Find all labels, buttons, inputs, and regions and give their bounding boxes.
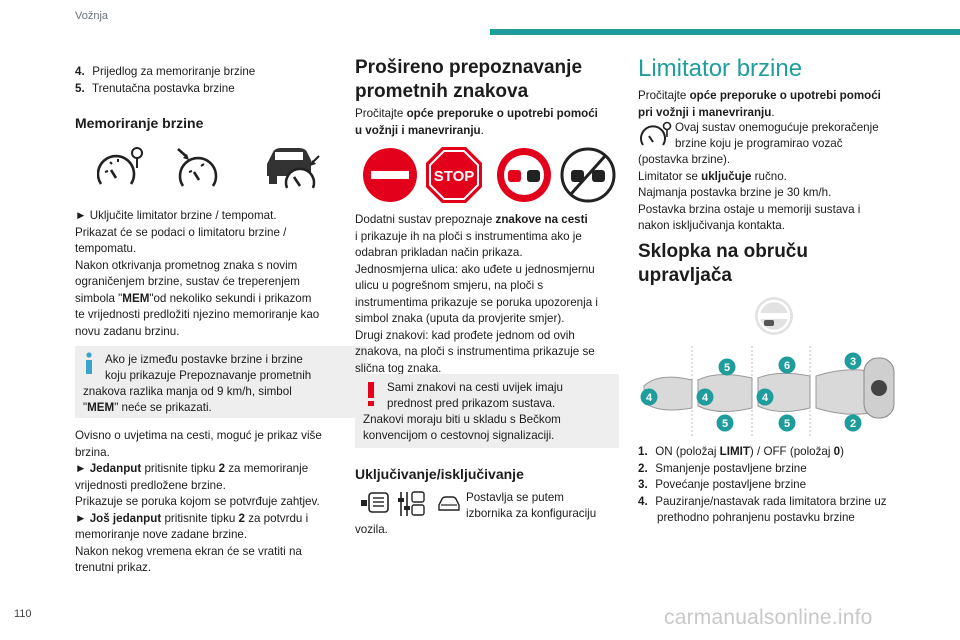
warning-note	[355, 374, 619, 448]
end-no-overtaking-sign-icon	[559, 146, 617, 204]
text-line: simbola "MEM"od nekoliko sekundi i prikazom	[75, 291, 312, 305]
cruise-stalk-diagram	[638, 342, 900, 442]
text-line: simbol znaka (uputa da provjerite smjer).	[355, 312, 565, 325]
settings-icon	[397, 490, 425, 518]
page-number: 110	[14, 608, 32, 620]
section-heading	[355, 56, 582, 104]
text-line: znakova, na ploči s instrumentima prikazuje se	[355, 345, 595, 358]
text-line: izbornika za konfiguraciju	[466, 507, 597, 520]
paragraph	[355, 212, 625, 377]
text-line: Limitator se uključuje ručno.	[638, 169, 787, 183]
heading-line: Sklopka na obruču	[638, 241, 808, 262]
list-item: 3. Povećanje postavljene brzine	[638, 478, 807, 491]
list-item: 4. Pauziranje/nastavak rada limitatora brzine uz	[638, 494, 887, 508]
watermark: carmanualsonline.info	[664, 606, 873, 629]
callout-number: 4	[701, 392, 709, 404]
callout-number: 3	[849, 356, 857, 368]
text-line: brzina.	[75, 445, 110, 459]
no-entry-sign-icon	[361, 146, 419, 204]
text-line: trenutni prikaz.	[75, 561, 152, 574]
note-line: konvencijom o cestovnoj signalizaciji.	[363, 429, 555, 442]
text-line: nakon isključivanja kontakta.	[638, 219, 785, 232]
list-item: 2. Smanjenje postavljene brzine	[638, 461, 807, 475]
callout-2	[844, 414, 862, 437]
header-accent-bar	[490, 29, 960, 35]
callout-4	[640, 388, 658, 411]
list-text: Trenutačna postavka brzine	[92, 81, 235, 95]
info-icon	[83, 352, 95, 374]
callout-number: 6	[783, 360, 791, 372]
paragraph	[638, 152, 900, 235]
text-line: Prikazat će se podaci o limitatoru brzine /	[75, 225, 287, 239]
heading-line: prometnih znakova	[355, 81, 529, 102]
subheading: Uključivanje/isključivanje	[355, 466, 524, 482]
text-line: Pročitajte opće preporuke o upotrebi pomoći	[355, 107, 598, 120]
text-line: Ovaj sustav onemogućuje prekoračenje	[675, 121, 879, 134]
info-note	[75, 346, 367, 418]
text-line: vrijednosti predložene brzine.	[75, 478, 226, 492]
text-line: Jednosmjerna ulica: ako uđete u jednosmjernu	[355, 262, 595, 276]
text-line: vozila.	[355, 523, 388, 536]
section-heading	[638, 240, 808, 288]
paragraph-1	[75, 208, 367, 340]
list-item-continued: prethodno pohranjenu postavku brzine	[657, 511, 855, 524]
note-line: Znakovi moraju biti u skladu s Bečkom	[363, 413, 561, 426]
text-line: Ovisno o uvjetima na cesti, moguć je prikaz više	[75, 429, 322, 442]
text-line: Prikazuje se poruka kojom se potvrđuje zahtjev.	[75, 495, 320, 508]
text-line: Najmanja postavka brzine je 30 km/h.	[638, 186, 832, 199]
text-line: Nakon otkrivanja prometnog znaka s novim	[75, 258, 298, 272]
note-line: Sami znakovi na cesti uvijek imaju	[387, 381, 563, 394]
warning-icon	[367, 382, 375, 406]
text-line: te vrijednosti predložiti njezino memoriranje kao	[75, 308, 320, 321]
chapter-title: Limitator brzine	[638, 55, 803, 82]
speedometer-arrow-icon	[175, 146, 225, 190]
text-line: i prikazuje ih na ploči s instrumentima ako je	[355, 229, 582, 243]
text-line: Postavka brzina ostaje u memoriji sustava i	[638, 202, 861, 216]
text-line: novu zadanu brzinu.	[75, 324, 180, 338]
callout-4	[756, 388, 774, 411]
list-text: Prijedlog za memoriranje brzine	[92, 65, 256, 78]
text-line: brzine koju je programirao vozač	[675, 137, 843, 150]
text-line: ► Još jedanput pritisnite tipku 2 za potvrdu i	[75, 511, 309, 525]
intro	[638, 88, 900, 121]
text-line: ► Uključite limitator brzine / tempomat.	[75, 209, 277, 222]
text-line: (postavka brzine).	[638, 153, 731, 166]
text-line: ► Jedanput pritisnite tipku 2 za memoriranje	[75, 462, 309, 475]
text-line: instrumentima prikazuje se poruka upozorenja i	[355, 295, 598, 309]
text-line: memoriranje nove zadane brzine.	[75, 528, 248, 541]
heading-line: upravljača	[638, 265, 732, 286]
text-line: u vožnji i manevriranju.	[355, 123, 484, 137]
list-top	[75, 64, 367, 97]
menu-icon	[361, 492, 389, 514]
callout-3	[844, 352, 862, 375]
numbered-list	[638, 444, 900, 527]
callout-number: 4	[761, 392, 769, 404]
section-heading: Memoriranje brzine	[75, 115, 204, 131]
text-line: ograničenjem brzine, sustav će treperenjem	[75, 275, 300, 288]
text-line: ulicu u pogrešnom smjeru, na ploči s	[355, 279, 544, 292]
car-speedometer-icon	[261, 142, 323, 194]
callout-number: 5	[723, 362, 731, 374]
list-num: 5.	[75, 81, 85, 95]
text-line: slična tog znaka.	[355, 361, 442, 375]
callout-5	[718, 358, 736, 381]
note-line: "MEM" neće se prikazati.	[83, 401, 212, 414]
heading-line: Prošireno prepoznavanje	[355, 57, 583, 78]
text-line: Nakon nekog vremena ekran će se vratiti na	[75, 544, 302, 558]
text-line: tempomatu.	[75, 242, 137, 255]
callout-number: 5	[783, 418, 791, 430]
callout-4	[696, 388, 714, 411]
stop-sign-text: STOP	[433, 168, 475, 185]
note-line: koju prikazuje Prepoznavanje prometnih	[105, 369, 312, 382]
running-header: Vožnja	[75, 10, 109, 22]
callout-6	[778, 356, 796, 379]
text-line: Postavlja se putem	[466, 491, 564, 504]
speedometer-pin-icon	[97, 146, 147, 190]
callout-5	[778, 414, 796, 437]
callout-number: 2	[849, 418, 857, 430]
speedometer-limit-icon	[640, 120, 672, 148]
text-line: pri vožnji i manevriranju.	[638, 105, 775, 119]
callout-number: 5	[721, 418, 729, 430]
steering-wheel-icon	[752, 296, 796, 336]
stop-sign-icon	[425, 146, 483, 204]
text-line: Drugi znakovi: kad prođete jednom od ovih	[355, 328, 575, 342]
note-line: znakova razlika manja od 9 km/h, simbol	[83, 385, 292, 398]
list-item: 1. ON (položaj LIMIT) / OFF (položaj 0)	[638, 445, 844, 458]
note-line: Ako je između postavke brzine i brzine	[105, 353, 303, 366]
list-num: 4.	[75, 65, 85, 78]
intro	[355, 106, 625, 139]
callout-5	[716, 414, 734, 437]
callout-number: 4	[645, 392, 653, 404]
no-overtaking-sign-icon	[495, 146, 553, 204]
note-line: prednost pred prikazom sustava.	[387, 397, 556, 410]
text-line: odabran prikladan način prikaza.	[355, 246, 523, 259]
paragraph-2	[75, 428, 367, 577]
text-line: Pročitajte opće preporuke o upotrebi pomoći	[638, 89, 881, 102]
car-icon	[437, 496, 461, 512]
text-line: Dodatni sustav prepoznaje znakove na cesti	[355, 213, 588, 226]
